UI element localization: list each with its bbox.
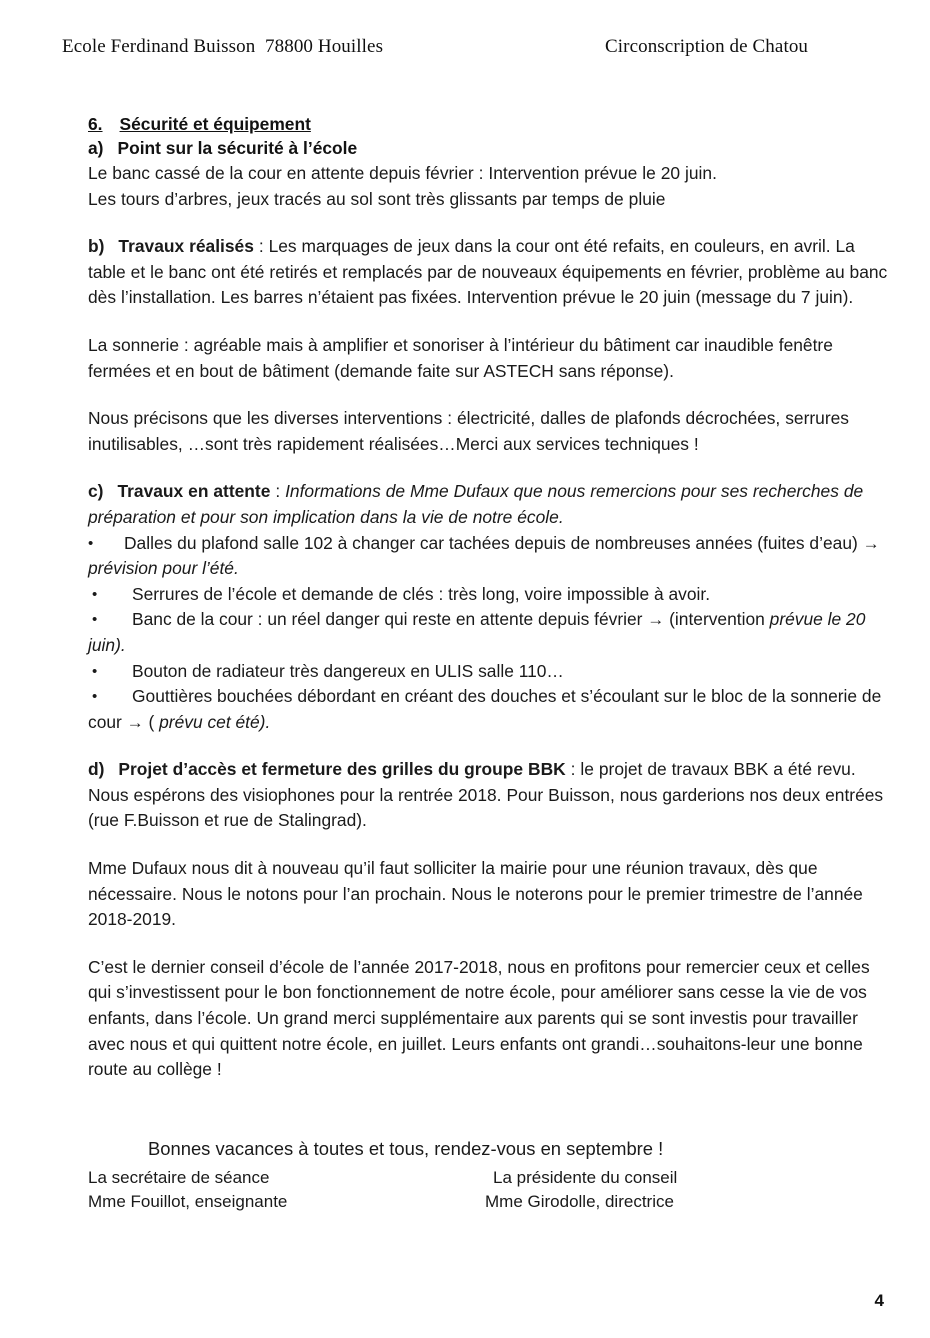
header-school-name: Ecole Ferdinand Buisson 78800 Houilles — [62, 36, 384, 57]
section-number: 6. — [88, 114, 103, 134]
spacer — [88, 311, 894, 333]
list-item — [88, 684, 894, 735]
header-district-name: Circonscription de Chatou — [605, 36, 809, 57]
document-header — [62, 36, 868, 62]
bullet-text-mid: ( — [143, 711, 160, 732]
bullet-dot-icon: • — [92, 585, 98, 603]
spacer — [88, 735, 894, 757]
bullet-text: Gouttières bouchées débordant en créant des douches et s’écoulant sur le bloc de la sonnerie de cour — [88, 686, 882, 732]
subsection-d-body: : le projet de travaux BBK a été revu. Nous espérons des visiophones pour la rentrée 2018. Pour Buisson, nous garderions nos deux entrées (rue F.Buisson et rue de Stalingrad). — [88, 759, 884, 831]
subsection-a-title: Point sur la sécurité à l’école — [117, 138, 358, 158]
spacer — [88, 1109, 894, 1135]
signature-secretary-name: Mme Fouillot, enseignante — [88, 1192, 288, 1211]
signature-president-role: La présidente du conseil — [493, 1168, 678, 1187]
bullet-dot-icon: • — [92, 662, 98, 680]
bullet-dot-icon: • — [92, 688, 98, 706]
subsection-c-separator: : — [270, 481, 286, 502]
spacer — [88, 384, 894, 406]
paragraph-sonnerie: La sonnerie : agréable mais à amplifier et sonoriser à l’intérieur du bâtiment car inaudible fenêtre fermées et en bout de bâtiment (demande faite sur ASTECH sans réponse). — [88, 334, 833, 381]
subsection-b-paragraph — [88, 234, 894, 311]
subsection-b-body: : Les marquages de jeux dans la cour ont été refaits, en couleurs, en avril. La table et le banc ont été retirés et remplacés par de nouveaux équipements en février, problème au banc dès l’installation. Les barres n’étaient pas fixées. Intervention prévue le 20 juin (message du 7 juin). — [88, 236, 888, 308]
spacer — [88, 212, 894, 234]
bullet-text-italic: prévision pour l’été. — [88, 558, 239, 579]
bullet-text: Bouton de radiateur très dangereux en ULIS salle 110… — [132, 660, 564, 681]
section-title: Sécurité et équipement — [119, 114, 311, 134]
subsection-d-index: d) — [88, 759, 105, 780]
bullet-text-mid: (intervention — [664, 609, 770, 630]
section-heading-6 — [88, 112, 894, 136]
list-item — [88, 531, 894, 582]
paragraph-mairie: Mme Dufaux nous dit à nouveau qu’il faut solliciter la mairie pour une réunion travaux, dès que nécessaire. Nous le notons pour l’an prochain. Nous le noterons pour le premier trimestre de l’année 2018-2019. — [88, 858, 863, 930]
spacer — [88, 834, 894, 856]
arrow-right-icon: → — [126, 712, 144, 732]
spacer — [88, 1083, 894, 1109]
bullet-text: Dalles du plafond salle 102 à changer car tachées depuis de nombreuses années (fuites d’eau) — [124, 532, 863, 553]
subsection-d-title: Projet d’accès et fermeture des grilles du groupe BBK — [118, 759, 566, 780]
paragraph-final: C’est le dernier conseil d’école de l’année 2017-2018, nous en profitons pour remercier ceux et celles qui s’investissent pour le bon fonctionnement de notre école, pour améliorer sans cesse la vie de vos enfants, dans l’école. Un grand merci supplémentaire aux parents qui se sont investis pour travailler avec nous et qui quittent notre école, en juillet. Leurs enfants ont grandi…souhaitons-leur une bonne route au collège ! — [88, 956, 870, 1080]
signature-president-name: Mme Girodolle, directrice — [485, 1192, 674, 1211]
page-number: 4 — [874, 1291, 884, 1310]
subsection-c-paragraph — [88, 479, 894, 530]
signature-president — [485, 1166, 677, 1214]
bullet-text-italic: prévu cet été). — [159, 711, 271, 732]
subsection-b-index: b) — [88, 236, 105, 257]
signature-secretary-role: La secrétaire de séance — [88, 1168, 270, 1187]
signature-secretary — [88, 1166, 287, 1214]
subsection-b-title: Travaux réalisés — [118, 236, 254, 257]
document-body — [88, 112, 894, 1163]
bullet-dot-icon: • — [88, 534, 94, 552]
subsection-c-index: c) — [88, 481, 104, 502]
bullet-text: Serrures de l’école et demande de clés : très long, voire impossible à avoir. — [132, 583, 711, 604]
subsection-a-line1: Le banc cassé de la cour en attente depuis février : Intervention prévue le 20 juin. — [88, 163, 717, 183]
subsection-heading-a — [88, 136, 894, 161]
bullet-text: Banc de la cour : un réel danger qui reste en attente depuis février — [132, 609, 648, 630]
paragraph-interventions: Nous précisons que les diverses interventions : électricité, dalles de plafonds décrochées, serrures inutilisables, …sont très rapidement réalisées…Merci aux services techniques ! — [88, 408, 849, 454]
subsection-d-paragraph — [88, 757, 894, 834]
subsection-c-intro-italic: Informations de Mme Dufaux que nous remercions pour ses recherches de préparation et pour son implication dans la vie de notre école. — [88, 481, 864, 527]
bullet-text-italic: prévue le 20 juin). — [88, 609, 866, 655]
arrow-right-icon: → — [647, 610, 665, 630]
subsection-a-index: a) — [88, 138, 104, 158]
list-item — [88, 607, 894, 658]
arrow-right-icon: → — [862, 533, 880, 553]
bullet-dot-icon: • — [92, 611, 98, 629]
spacer — [88, 457, 894, 479]
list-item — [88, 582, 894, 608]
subsection-c-title: Travaux en attente — [117, 481, 271, 502]
closing-greeting: Bonnes vacances à toutes et tous, rendez-vous en septembre ! — [148, 1137, 664, 1159]
spacer — [88, 933, 894, 955]
subsection-a-line2: Les tours d’arbres, jeux tracés au sol sont très glissants par temps de pluie — [88, 188, 666, 209]
list-item — [88, 659, 894, 685]
